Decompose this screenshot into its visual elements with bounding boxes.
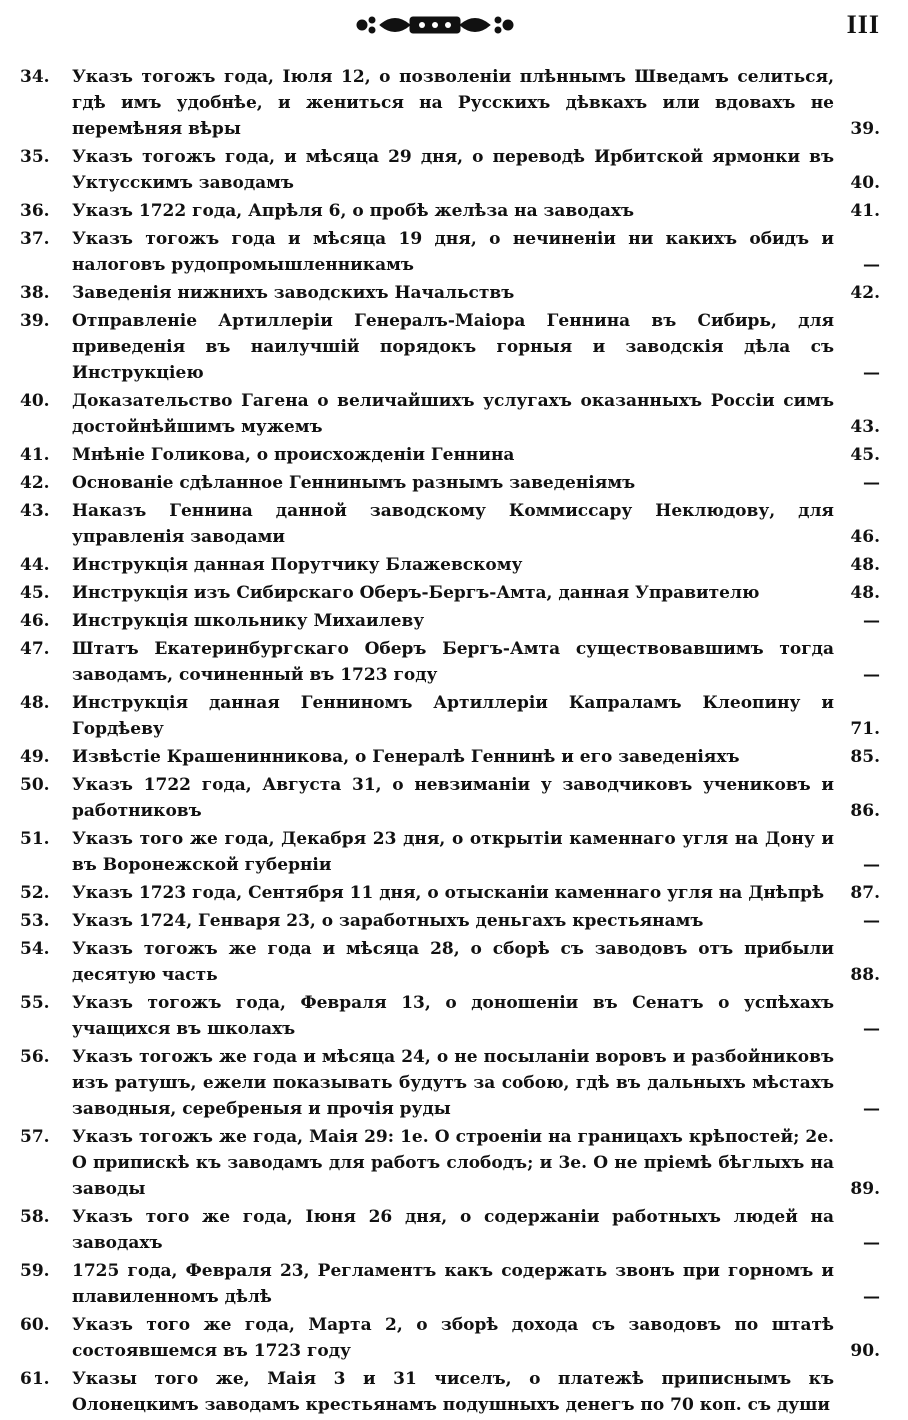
entry-page: — [863, 911, 880, 931]
entry-title: Указъ тогожъ года, Февраля 13, о доношеніи въ Сенатъ о успѣхахъ учащихся въ школахъ [72, 993, 834, 1039]
entry-page: 88. [850, 965, 880, 985]
entry-title: Штатъ Екатеринбургскаго Оберъ Бергъ-Амта существовавшимъ тогда заводамъ, сочиненный въ 1723 году [72, 639, 834, 685]
toc-entry [20, 880, 880, 906]
entry-page: 43. [850, 417, 880, 437]
entry-title: Указъ 1724, Генваря 23, о заработныхъ деньгахъ крестьянамъ [72, 911, 704, 931]
toc-entry [20, 744, 880, 770]
entry-title: Наказъ Геннина данной заводскому Коммиссару Неклюдову, для управленія заводами [72, 501, 834, 547]
entry-page: — [863, 855, 880, 875]
toc-entry [20, 280, 880, 306]
toc-entry [20, 498, 880, 550]
entry-number: 47. [20, 639, 50, 659]
entry-title: Мнѣніе Голикова, о происхожденіи Геннина [72, 445, 515, 465]
entry-title: Указъ тогожъ года, Іюля 12, о позволеніи плѣннымъ Шведамъ селиться, гдѣ имъ удобнѣе, и жениться на Русскихъ дѣвкахъ или вдовахъ не перемѣняя вѣры [72, 67, 834, 139]
entry-page: — [863, 363, 880, 383]
entry-title: Указъ 1722 года, Апрѣля 6, о пробѣ желѣза на заводахъ [72, 201, 635, 221]
entry-number: 59. [20, 1261, 50, 1281]
entry-title: Извѣстіе Крашенинникова, о Генералѣ Геннинѣ и его заведеніяхъ [72, 747, 740, 767]
entry-title: Заведенія нижнихъ заводскихъ Начальствъ [72, 283, 515, 303]
entry-page: 89. [850, 1179, 880, 1199]
entry-title: Доказательство Гагена о величайшихъ услугахъ оказанныхъ Россіи симъ достойнѣйшимъ мужемъ [72, 391, 834, 437]
entry-page: — [863, 1019, 880, 1039]
entry-number: 54. [20, 939, 50, 959]
toc-entry [20, 826, 880, 878]
entry-number: 40. [20, 391, 50, 411]
toc-entry [20, 1044, 880, 1122]
entry-title: Указъ того же года, Іюня 26 дня, о содержаніи работныхъ людей на заводахъ [72, 1207, 834, 1253]
entry-page: 41. [850, 201, 880, 221]
entry-page: — [863, 255, 880, 275]
entry-title: Инструкція изъ Сибирскаго Оберъ-Бергъ-Амта, данная Управителю [72, 583, 760, 603]
entry-number: 53. [20, 911, 50, 931]
toc-entry [20, 1366, 880, 1418]
entry-title: Основаніе сдѣланное Геннинымъ разнымъ заведеніямъ [72, 473, 636, 493]
entry-number: 49. [20, 747, 50, 767]
entry-title: Указъ тогожъ же года и мѣсяца 28, о сборѣ съ заводовъ отъ прибыли десятую часть [72, 939, 834, 985]
entry-title: Инструкція данная Порутчику Блажевскому [72, 555, 523, 575]
page-header [0, 0, 908, 56]
entry-number: 39. [20, 311, 50, 331]
entry-number: 37. [20, 229, 50, 249]
entry-number: 58. [20, 1207, 50, 1227]
entry-number: 41. [20, 445, 50, 465]
toc-entry [20, 636, 880, 688]
entry-title: Отправленіе Артиллеріи Генералъ-Маіора Геннина въ Сибирь, для приведенія въ наилучшій порядокъ горныя и заводскія дѣла съ Инструкціею [72, 311, 834, 383]
entry-page: 87. [850, 883, 880, 903]
entry-title: Указъ 1723 года, Сентября 11 дня, о отысканіи каменнаго угля на Днѣпрѣ [72, 883, 825, 903]
toc-entry [20, 144, 880, 196]
entry-page: — [863, 473, 880, 493]
entry-number: 60. [20, 1315, 50, 1335]
entry-title: Указъ того же года, Марта 2, о зборѣ дохода съ заводовъ по штатѣ состоявшемся въ 1723 году [72, 1315, 834, 1361]
entry-title: Указъ тогожъ же года и мѣсяца 24, о не посыланіи воровъ и разбойниковъ изъ ратушъ, ежели показывать будутъ за собою, гдѣ въ дальныхъ мѣстахъ заводныя, серебреныя и прочія руды [72, 1047, 834, 1119]
ornament-icon [350, 10, 520, 40]
entry-page: 46. [850, 527, 880, 547]
entry-number: 48. [20, 693, 50, 713]
entry-page: 71. [850, 719, 880, 739]
entry-number: 55. [20, 993, 50, 1013]
toc-entry [20, 388, 880, 440]
entry-title: Инструкція данная Генниномъ Артиллеріи Капраламъ Клеопину и Гордѣеву [72, 693, 834, 739]
entry-number: 61. [20, 1369, 50, 1389]
toc-entry [20, 908, 880, 934]
entry-page: — [863, 665, 880, 685]
entry-page: 90. [850, 1341, 880, 1361]
toc-entry [20, 198, 880, 224]
toc-entry [20, 470, 880, 496]
toc-entry [20, 772, 880, 824]
entry-page: 48. [850, 555, 880, 575]
entry-page: 42. [850, 283, 880, 303]
entry-number: 57. [20, 1127, 50, 1147]
entry-title: Указъ тогожъ же года, Маія 29: 1е. О строеніи на границахъ крѣпостей; 2е. О припискѣ къ заводамъ для работъ слободъ; и 3е. О не пріемѣ бѣглыхъ на заводы [72, 1127, 834, 1199]
toc-entry [20, 690, 880, 742]
entry-number: 42. [20, 473, 50, 493]
toc-entry [20, 580, 880, 606]
toc-entry [20, 308, 880, 386]
entry-number: 52. [20, 883, 50, 903]
page-number: III [846, 10, 880, 39]
toc-entry [20, 1124, 880, 1202]
entry-number: 44. [20, 555, 50, 575]
toc-entry [20, 1312, 880, 1364]
entry-title: Указъ тогожъ года, и мѣсяца 29 дня, о переводѣ Ирбитской ярмонки въ Уктусскимъ заводамъ [72, 147, 834, 193]
toc-entry [20, 608, 880, 634]
entry-number: 56. [20, 1047, 50, 1067]
entry-number: 35. [20, 147, 50, 167]
entry-number: 34. [20, 67, 50, 87]
entry-number: 45. [20, 583, 50, 603]
entry-title: Указъ тогожъ года и мѣсяца 19 дня, о нечиненіи ни какихъ обидъ и налоговъ рудопромышленникамъ [72, 229, 834, 275]
toc-entry [20, 442, 880, 468]
toc-entry [20, 990, 880, 1042]
table-of-contents [20, 64, 880, 1420]
entry-page: 45. [850, 445, 880, 465]
toc-entry [20, 1258, 880, 1310]
toc-entry [20, 936, 880, 988]
entry-page: 48. [850, 583, 880, 603]
toc-entry [20, 226, 880, 278]
entry-number: 38. [20, 283, 50, 303]
entry-title: Указъ 1722 года, Августа 31, о невзиманіи у заводчиковъ учениковъ и работниковъ [72, 775, 834, 821]
entry-page: — [863, 1287, 880, 1307]
entry-page: — [863, 1233, 880, 1253]
entry-page: 86. [850, 801, 880, 821]
entry-page: 85. [850, 747, 880, 767]
entry-page: — [863, 1099, 880, 1119]
toc-entry [20, 552, 880, 578]
entry-page: — [863, 611, 880, 631]
entry-title: Указъ того же года, Декабря 23 дня, о открытіи каменнаго угля на Дону и въ Воронежской губерніи [72, 829, 834, 875]
entry-number: 51. [20, 829, 50, 849]
entry-title: Инструкція школьнику Михаилеву [72, 611, 425, 631]
entry-page: 40. [850, 173, 880, 193]
entry-title: Указы того же, Маія 3 и 31 чиселъ, о платежѣ приписнымъ къ Олонецкимъ заводамъ крестьянамъ подушныхъ денегъ по 70 коп. съ души [72, 1369, 834, 1415]
entry-number: 36. [20, 201, 50, 221]
entry-number: 50. [20, 775, 50, 795]
entry-title: 1725 года, Февраля 23, Регламентъ какъ содержать звонъ при горномъ и плавиленномъ дѣлѣ [72, 1261, 834, 1307]
toc-entry [20, 1204, 880, 1256]
toc-entry [20, 64, 880, 142]
entry-number: 46. [20, 611, 50, 631]
entry-page: 39. [850, 119, 880, 139]
entry-number: 43. [20, 501, 50, 521]
